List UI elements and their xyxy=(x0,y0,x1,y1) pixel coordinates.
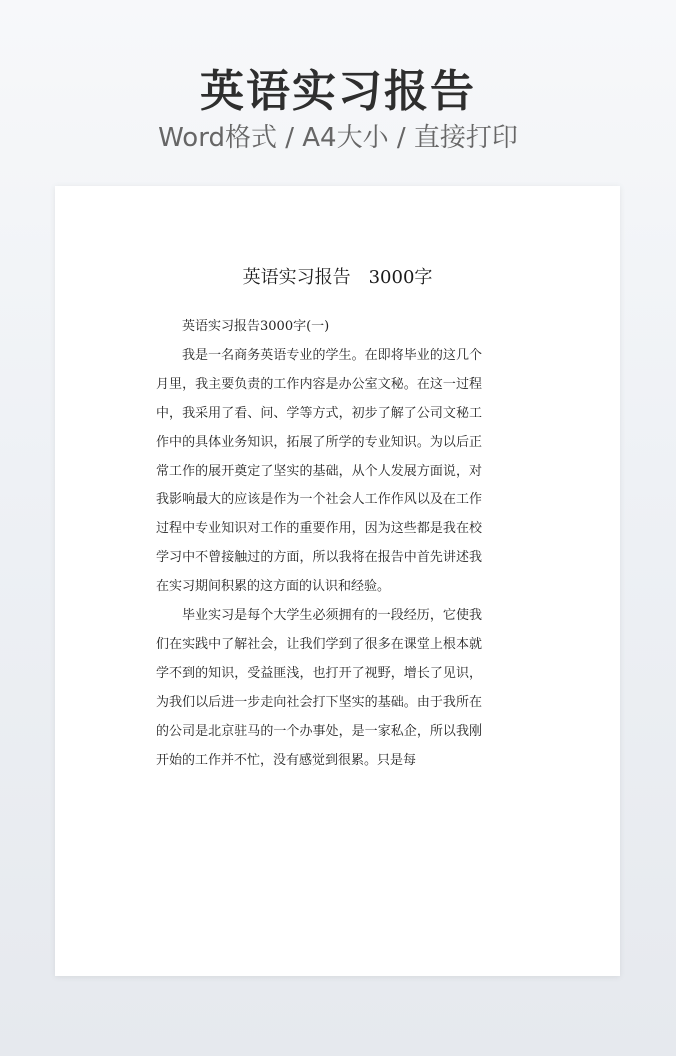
banner xyxy=(0,0,676,186)
document-body xyxy=(156,313,482,776)
banner-title: 英语实习报告 xyxy=(200,66,476,117)
paragraph: 毕业实习是每个大学生必须拥有的一段经历，它使我们在实践中了解社会，让我们学到了很多在课堂上根本就学不到的知识，受益匪浅，也打开了视野，增长了见识，为我们以后进一步走向社会打下坚实的基础。由于我所在的公司是北京驻马的一个办事处，是一家私企，所以我刚开始的工作并不忙，没有感觉到很累。只是每 xyxy=(156,608,482,768)
document-page xyxy=(55,186,620,976)
banner-subtitle: Word格式 / A4大小 / 直接打印 xyxy=(158,123,518,153)
paragraph: 我是一名商务英语专业的学生。在即将毕业的这几个月里，我主要负责的工作内容是办公室文秘。在这一过程中，我采用了看、问、学等方式，初步了解了公司文秘工作中的具体业务知识，拓展了所学的专业知识。为以后正常工作的展开奠定了坚实的基础，从个人发展方面说，对我影响最大的应该是作为一个社会人工作作风以及在工作过程中专业知识对工作的重要作用，因为这些都是我在校学习中不曾接触过的方面，所以我将在报告中首先讲述我在实习期间积累的这方面的认识和经验。 xyxy=(156,347,482,595)
document-title: 英语实习报告 3000字 xyxy=(242,267,433,288)
paragraph-heading: 英语实习报告3000字(一) xyxy=(182,319,330,334)
